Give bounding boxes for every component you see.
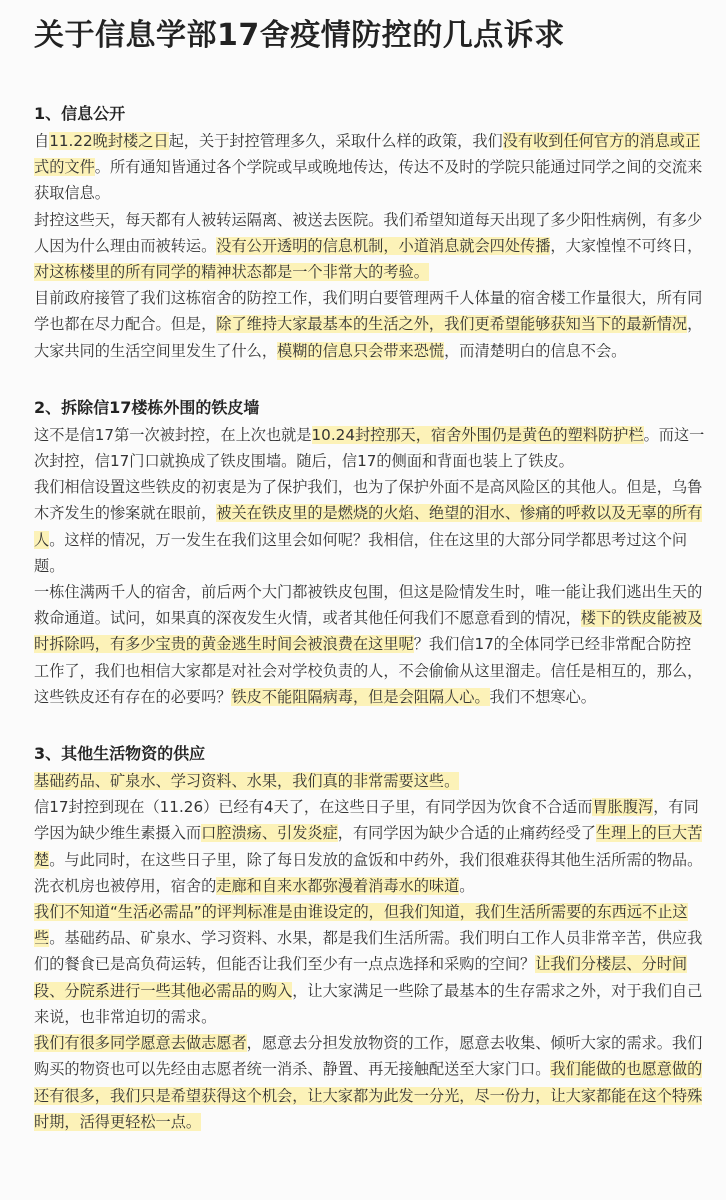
- text-run: 我们不想寒心。: [489, 687, 596, 706]
- highlighted-text: 基础药品、矿泉水、学习资料、水果，我们真的非常需要这些。: [34, 772, 460, 791]
- paragraph: [34, 474, 706, 579]
- text-run: 。基础药品、矿泉水、学习资料、水果，都是我们生活所需。我们明白工作人员非常辛苦，供应我们的餐食已是高负荷运转，但能否让我们至少有一点点选择和采购的空间？: [34, 929, 703, 974]
- text-run: ，让大家满足一些除了最基本的生存需求之外，对于我们自己来说，也非常迫切的需求。: [34, 981, 703, 1026]
- text-run: ，大家共同的生活空间里发生了什么，: [34, 315, 703, 360]
- text-run: ，大家惶惶不可终日，: [550, 236, 703, 255]
- text-run: ，愿意去分担发放物资的工作，愿意去收集、倾听大家的需求。我们购买的物资也可以先经由志愿者统一消杀、静置、再无接触配送至大家门口。: [34, 1034, 703, 1079]
- text-run: 。与此同时，在这些日子里，除了每日发放的盒饭和中药外，我们很难获得其他生活所需的物品。洗衣机房也被停用，宿舍的: [34, 850, 703, 895]
- text-run: 我们相信设置这些铁皮的初衷是为了保护我们，也为了保护外面不是高风险区的其他人。但是，乌鲁木齐发生的惨案就在眼前，: [34, 478, 703, 523]
- text-run: 目前政府接管了我们这栋宿舍的防控工作，我们明白要管理两千人体量的宿舍楼工作量很大，所有同学也都在尽力配合。但是，: [34, 289, 703, 334]
- text-run: ，有同学因为缺少合适的止痛药经受了: [337, 824, 596, 843]
- text-run: ，而清楚明白的信息不会。: [444, 341, 627, 360]
- highlighted-text: 11.22晚封楼之日: [49, 132, 169, 150]
- text-run: ？我们信17的全体同学已经非常配合防控工作了，我们也相信大家都是对社会对学校负责的人，不会偷偷从这里溜走。信任是相互的，那么，这些铁皮还有存在的必要吗？: [34, 635, 703, 706]
- highlighted-text: 走廊和自来水都弥漫着消毒水的味道: [216, 876, 460, 895]
- highlighted-text: 对这栋楼里的所有同学的精神状态都是一个非常大的考验。: [34, 263, 429, 282]
- text-run: 。所有通知皆通过各个学院或早或晚地传达，传达不及时的学院只能通过同学之间的交流来获取信息。: [34, 158, 703, 203]
- highlighted-text: 10.24封控那天，宿舍外围仍是黄色的塑料防护栏: [311, 425, 644, 444]
- paragraph: [34, 285, 706, 364]
- document-title: 关于信息学部17舍疫情防控的几点诉求: [34, 18, 565, 53]
- text-run: 自: [34, 132, 50, 150]
- paragraph: [34, 579, 706, 710]
- highlighted-text: 口腔溃疡、引发炎症: [201, 824, 338, 843]
- paragraph: [34, 768, 706, 794]
- text-run: 封控这些天，每天都有人被转运隔离、被送去医院。我们希望知道每天出现了多少阳性病例，有多少人因为什么理由而被转运。: [34, 210, 703, 255]
- text-run: 。: [459, 876, 475, 895]
- highlighted-text: 没有收到任何官方的消息或正式的文件: [34, 132, 701, 177]
- paragraph: [34, 422, 706, 474]
- highlighted-text: 我们能做的也愿意做的还有很多，我们只是希望获得这个机会，让大家都为此发一分光，尽一份力，让大家都能在这个特殊时期，活得更轻松一点。: [34, 1060, 703, 1131]
- section-remove-iron-wall: [34, 394, 706, 710]
- text-run: 这不是信17第一次被封控，在上次也就是: [34, 425, 312, 444]
- highlighted-text: 被关在铁皮里的是燃烧的火焰、绝望的泪水、惨痛的呼救以及无辜的所有人: [34, 504, 703, 549]
- section-heading: 2、拆除信17楼栋外围的铁皮墙: [34, 397, 260, 417]
- text-run: 。而这一次封控，信17门口就换成了铁皮围墙。随后，信17的侧面和背面也装上了铁皮。: [34, 425, 705, 471]
- highlighted-text: 除了维持大家最基本的生活之外，我们更希望能够获知当下的最新情况: [216, 315, 688, 334]
- highlighted-text: 我们不知道“生活必需品”的评判标准是由谁设定的，但我们知道，我们生活所需要的东西远不止这些: [34, 903, 688, 948]
- paragraph: [34, 899, 706, 1030]
- highlighted-text: 我们有很多同学愿意去做志愿者: [34, 1034, 247, 1053]
- highlighted-text: 模糊的信息只会带来恐慌: [277, 341, 445, 360]
- text-run: ，有同学因为缺少维生素摄入而: [34, 798, 699, 843]
- highlighted-text: 生理上的巨大苦楚: [34, 824, 703, 869]
- highlighted-text: 胃胀腹泻: [592, 798, 654, 817]
- text-run: 信17封控到现在（11.26）已经有4天了，在这些日子里，有同学因为饮食不合适而: [34, 798, 593, 817]
- paragraph: [34, 794, 706, 899]
- highlighted-text: 没有公开透明的信息机制，小道消息就会四处传播: [216, 236, 551, 255]
- highlighted-text: 铁皮不能阻隔病毒，但是会阻隔人心。: [231, 687, 490, 706]
- paragraph: [34, 1030, 706, 1135]
- highlighted-text: 楼下的铁皮能被及时拆除吗，有多少宝贵的黄金逃生时间会被浪费在这里呢: [34, 609, 703, 654]
- section-information-disclosure: [34, 100, 706, 364]
- section-supplies: [34, 740, 706, 1135]
- paragraph: [34, 128, 706, 207]
- text-run: 一栋住满两千人的宿舍，前后两个大门都被铁皮包围，但这是险情发生时，唯一能让我们逃出生天的救命通道。试问，如果真的深夜发生火情，或者其他任何我们不愿意看到的情况，: [34, 583, 703, 628]
- section-heading: 1、信息公开: [34, 104, 126, 123]
- section-heading: 3、其他生活物资的供应: [34, 744, 206, 764]
- text-run: 。这样的情况，万一发生在我们这里会如何呢？我相信，住在这里的大部分同学都思考过这个问题。: [34, 530, 688, 575]
- text-run: 起，关于封控管理多久，采取什么样的政策，我们: [168, 132, 503, 150]
- highlighted-text: 让我们分楼层、分时间段、分院系进行一些其他必需品的购入: [34, 955, 688, 1000]
- paragraph: [34, 207, 706, 286]
